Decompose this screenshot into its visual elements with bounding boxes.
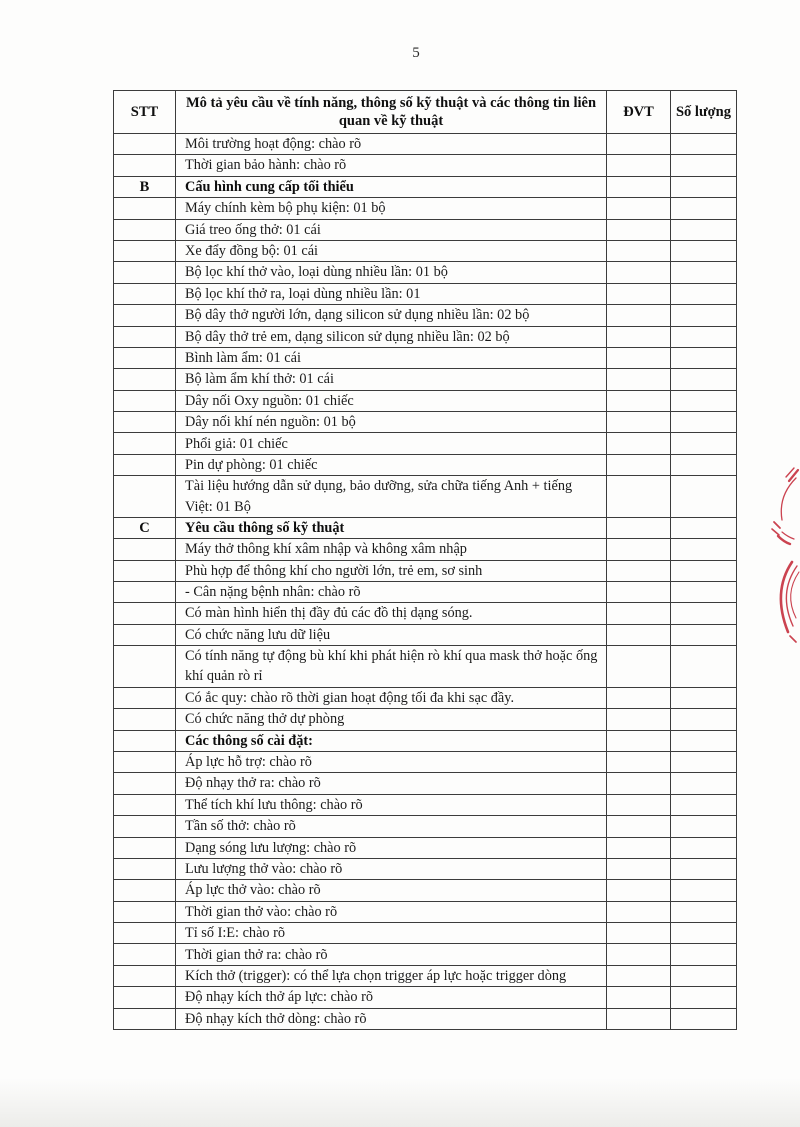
table-row	[114, 773, 737, 794]
cell-unit	[607, 646, 671, 688]
cell-desc: Có ắc quy: chào rõ thời gian hoạt động tối đa khi sạc đầy.	[176, 687, 607, 708]
table-row	[114, 944, 737, 965]
table-row	[114, 965, 737, 986]
cell-qty	[671, 347, 737, 368]
cell-unit	[607, 794, 671, 815]
cell-desc: Cấu hình cung cấp tối thiểu	[176, 176, 607, 197]
cell-desc: Dây nối Oxy nguồn: 01 chiếc	[176, 390, 607, 411]
cell-desc: Tài liệu hướng dẫn sử dụng, bảo dưỡng, sửa chữa tiếng Anh + tiếng Việt: 01 Bộ	[176, 476, 607, 518]
cell-qty	[671, 773, 737, 794]
cell-desc: Độ nhạy thở ra: chào rõ	[176, 773, 607, 794]
cell-desc: Bộ làm ẩm khí thở: 01 cái	[176, 369, 607, 390]
cell-stt	[114, 1008, 176, 1029]
cell-stt	[114, 987, 176, 1008]
table-row	[114, 646, 737, 688]
cell-unit	[607, 433, 671, 454]
cell-stt	[114, 198, 176, 219]
cell-unit	[607, 454, 671, 475]
table-row	[114, 433, 737, 454]
cell-desc: Tần số thở: chào rõ	[176, 816, 607, 837]
red-stamp-fragment	[760, 466, 800, 650]
cell-stt	[114, 326, 176, 347]
cell-qty	[671, 751, 737, 772]
page-number: 5	[412, 45, 420, 61]
cell-stt	[114, 603, 176, 624]
cell-unit	[607, 347, 671, 368]
table-row	[114, 603, 737, 624]
cell-stt	[114, 305, 176, 326]
cell-stt	[114, 709, 176, 730]
cell-stt	[114, 433, 176, 454]
cell-stt	[114, 646, 176, 688]
cell-desc: Các thông số cài đặt:	[176, 730, 607, 751]
cell-stt	[114, 134, 176, 155]
cell-desc: Tỉ số I:E: chào rõ	[176, 923, 607, 944]
cell-stt: C	[114, 517, 176, 538]
cell-qty	[671, 390, 737, 411]
cell-qty	[671, 262, 737, 283]
cell-qty	[671, 240, 737, 261]
header-unit: ĐVT	[607, 91, 671, 134]
cell-stt	[114, 751, 176, 772]
table-row	[114, 369, 737, 390]
cell-stt	[114, 369, 176, 390]
cell-unit	[607, 858, 671, 879]
cell-unit	[607, 751, 671, 772]
cell-qty	[671, 134, 737, 155]
cell-stt	[114, 155, 176, 176]
cell-stt	[114, 283, 176, 304]
cell-desc: Pin dự phòng: 01 chiếc	[176, 454, 607, 475]
cell-qty	[671, 730, 737, 751]
table-row	[114, 901, 737, 922]
table-row	[114, 390, 737, 411]
table-row	[114, 730, 737, 751]
cell-qty	[671, 709, 737, 730]
cell-desc: Có màn hình hiển thị đầy đủ các đồ thị dạng sóng.	[176, 603, 607, 624]
cell-unit	[607, 198, 671, 219]
cell-qty	[671, 624, 737, 645]
cell-qty	[671, 816, 737, 837]
header-stt: STT	[114, 91, 176, 134]
table-row	[114, 539, 737, 560]
cell-qty	[671, 369, 737, 390]
cell-unit	[607, 603, 671, 624]
table-row	[114, 176, 737, 197]
table-row	[114, 240, 737, 261]
cell-qty	[671, 176, 737, 197]
cell-desc: Xe đẩy đồng bộ: 01 cái	[176, 240, 607, 261]
cell-stt	[114, 880, 176, 901]
cell-qty	[671, 198, 737, 219]
cell-unit	[607, 305, 671, 326]
cell-stt: B	[114, 176, 176, 197]
cell-stt	[114, 773, 176, 794]
cell-unit	[607, 240, 671, 261]
cell-unit	[607, 326, 671, 347]
cell-stt	[114, 944, 176, 965]
cell-desc: Phù hợp để thông khí cho người lớn, trẻ em, sơ sinh	[176, 560, 607, 581]
cell-stt	[114, 560, 176, 581]
cell-unit	[607, 965, 671, 986]
cell-qty	[671, 1008, 737, 1029]
cell-unit	[607, 476, 671, 518]
cell-desc: Độ nhạy kích thở áp lực: chào rõ	[176, 987, 607, 1008]
table-row	[114, 923, 737, 944]
cell-desc: Kích thở (trigger): có thể lựa chọn trigger áp lực hoặc trigger dòng	[176, 965, 607, 986]
cell-stt	[114, 262, 176, 283]
cell-stt	[114, 923, 176, 944]
cell-desc: Có chức năng thở dự phòng	[176, 709, 607, 730]
cell-unit	[607, 624, 671, 645]
cell-unit	[607, 134, 671, 155]
cell-stt	[114, 687, 176, 708]
cell-qty	[671, 582, 737, 603]
table-row	[114, 454, 737, 475]
cell-desc: Dạng sóng lưu lượng: chào rõ	[176, 837, 607, 858]
cell-qty	[671, 476, 737, 518]
cell-desc: Thể tích khí lưu thông: chào rõ	[176, 794, 607, 815]
header-description: Mô tả yêu cầu về tính năng, thông số kỹ thuật và các thông tin liên quan về kỹ thuật	[176, 91, 607, 134]
cell-desc: Bộ dây thở trẻ em, dạng silicon sử dụng nhiều lần: 02 bộ	[176, 326, 607, 347]
cell-stt	[114, 624, 176, 645]
cell-desc: Thời gian bảo hành: chào rõ	[176, 155, 607, 176]
table-row	[114, 305, 737, 326]
cell-desc: Có tính năng tự động bù khí khi phát hiện rò khí qua mask thở hoặc ống khí quản rò rỉ	[176, 646, 607, 688]
cell-unit	[607, 176, 671, 197]
cell-qty	[671, 539, 737, 560]
table-row	[114, 155, 737, 176]
cell-qty	[671, 305, 737, 326]
cell-unit	[607, 880, 671, 901]
table-row	[114, 987, 737, 1008]
cell-stt	[114, 794, 176, 815]
table-row	[114, 751, 737, 772]
cell-qty	[671, 517, 737, 538]
cell-stt	[114, 816, 176, 837]
cell-qty	[671, 433, 737, 454]
cell-qty	[671, 560, 737, 581]
cell-unit	[607, 539, 671, 560]
cell-qty	[671, 687, 737, 708]
cell-stt	[114, 240, 176, 261]
table-row	[114, 687, 737, 708]
table-row	[114, 582, 737, 603]
header-quantity: Số lượng	[671, 91, 737, 134]
cell-stt	[114, 539, 176, 560]
cell-stt	[114, 476, 176, 518]
table-row	[114, 816, 737, 837]
cell-desc: Độ nhạy kích thở dòng: chào rõ	[176, 1008, 607, 1029]
cell-unit	[607, 687, 671, 708]
cell-unit	[607, 582, 671, 603]
cell-unit	[607, 390, 671, 411]
cell-desc: Phổi giả: 01 chiếc	[176, 433, 607, 454]
cell-desc: Máy chính kèm bộ phụ kiện: 01 bộ	[176, 198, 607, 219]
cell-desc: Thời gian thở ra: chào rõ	[176, 944, 607, 965]
cell-unit	[607, 837, 671, 858]
cell-qty	[671, 923, 737, 944]
cell-desc: Áp lực thở vào: chào rõ	[176, 880, 607, 901]
cell-qty	[671, 858, 737, 879]
cell-unit	[607, 901, 671, 922]
cell-unit	[607, 262, 671, 283]
table-row	[114, 560, 737, 581]
cell-unit	[607, 412, 671, 433]
table-row	[114, 1008, 737, 1029]
cell-stt	[114, 412, 176, 433]
cell-desc: - Cân nặng bệnh nhân: chào rõ	[176, 582, 607, 603]
cell-qty	[671, 794, 737, 815]
table-row	[114, 412, 737, 433]
cell-desc: Bộ lọc khí thở ra, loại dùng nhiều lần: 01	[176, 283, 607, 304]
cell-qty	[671, 837, 737, 858]
table-row	[114, 262, 737, 283]
table-row	[114, 837, 737, 858]
cell-unit	[607, 730, 671, 751]
cell-unit	[607, 560, 671, 581]
cell-unit	[607, 987, 671, 1008]
table-body	[114, 134, 737, 1030]
table-row	[114, 858, 737, 879]
header-row	[114, 91, 737, 134]
cell-qty	[671, 603, 737, 624]
table-row	[114, 794, 737, 815]
cell-unit	[607, 283, 671, 304]
cell-unit	[607, 709, 671, 730]
cell-stt	[114, 582, 176, 603]
cell-qty	[671, 965, 737, 986]
table-row	[114, 326, 737, 347]
cell-desc: Dây nối khí nén nguồn: 01 bộ	[176, 412, 607, 433]
cell-qty	[671, 646, 737, 688]
cell-desc: Có chức năng lưu dữ liệu	[176, 624, 607, 645]
cell-desc: Yêu cầu thông số kỹ thuật	[176, 517, 607, 538]
cell-stt	[114, 965, 176, 986]
table-row	[114, 476, 737, 518]
cell-unit	[607, 816, 671, 837]
cell-desc: Máy thở thông khí xâm nhập và không xâm nhập	[176, 539, 607, 560]
cell-unit	[607, 155, 671, 176]
cell-qty	[671, 901, 737, 922]
cell-desc: Bộ lọc khí thở vào, loại dùng nhiều lần: 01 bộ	[176, 262, 607, 283]
cell-unit	[607, 517, 671, 538]
cell-qty	[671, 283, 737, 304]
cell-stt	[114, 730, 176, 751]
cell-unit	[607, 219, 671, 240]
table-row	[114, 134, 737, 155]
cell-qty	[671, 155, 737, 176]
table-row	[114, 709, 737, 730]
cell-qty	[671, 326, 737, 347]
cell-desc: Bộ dây thở người lớn, dạng silicon sử dụng nhiều lần: 02 bộ	[176, 305, 607, 326]
cell-desc: Bình làm ẩm: 01 cái	[176, 347, 607, 368]
cell-stt	[114, 858, 176, 879]
cell-desc: Áp lực hỗ trợ: chào rõ	[176, 751, 607, 772]
cell-unit	[607, 923, 671, 944]
spec-table	[113, 90, 737, 1030]
cell-stt	[114, 390, 176, 411]
cell-qty	[671, 412, 737, 433]
table-row	[114, 219, 737, 240]
cell-desc: Môi trường hoạt động: chào rõ	[176, 134, 607, 155]
cell-qty	[671, 219, 737, 240]
cell-qty	[671, 944, 737, 965]
table-row	[114, 624, 737, 645]
cell-unit	[607, 944, 671, 965]
table-row	[114, 880, 737, 901]
cell-qty	[671, 880, 737, 901]
cell-qty	[671, 987, 737, 1008]
cell-stt	[114, 347, 176, 368]
cell-unit	[607, 1008, 671, 1029]
cell-desc: Giá treo ống thở: 01 cái	[176, 219, 607, 240]
cell-stt	[114, 454, 176, 475]
table-row	[114, 198, 737, 219]
cell-desc: Lưu lượng thở vào: chào rõ	[176, 858, 607, 879]
table-row	[114, 283, 737, 304]
cell-unit	[607, 369, 671, 390]
cell-unit	[607, 773, 671, 794]
cell-desc: Thời gian thở vào: chào rõ	[176, 901, 607, 922]
cell-stt	[114, 901, 176, 922]
cell-stt	[114, 837, 176, 858]
table-row	[114, 347, 737, 368]
scan-shading	[0, 1078, 800, 1127]
cell-qty	[671, 454, 737, 475]
cell-stt	[114, 219, 176, 240]
table-row	[114, 517, 737, 538]
